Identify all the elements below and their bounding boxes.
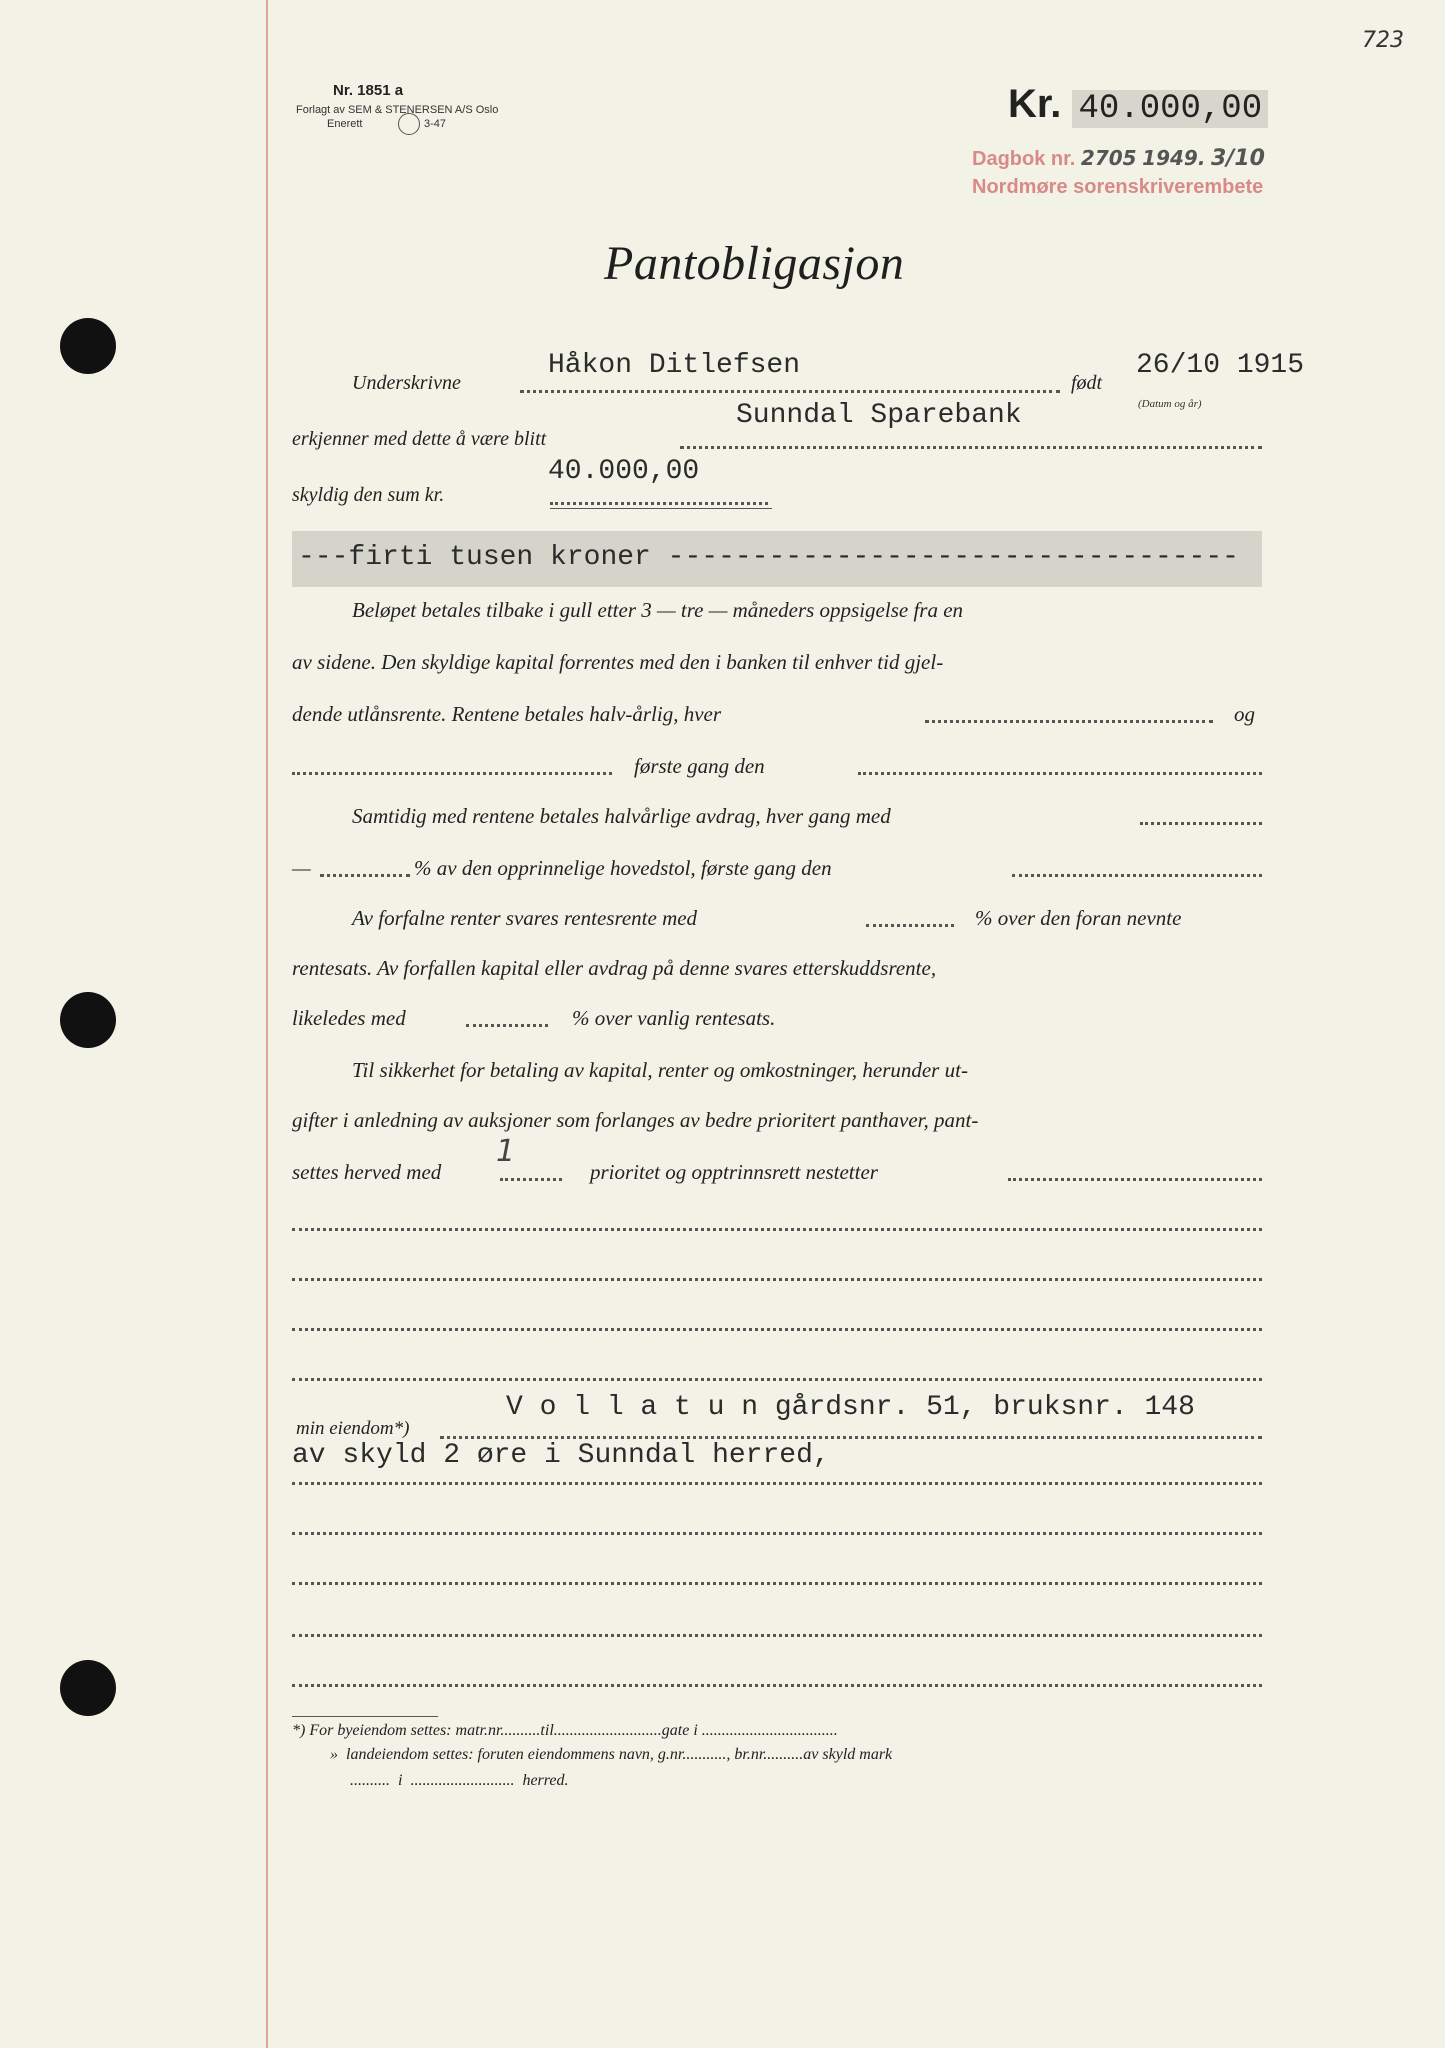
footnote-mark: » xyxy=(330,1746,338,1763)
property-line-2: av skyld 2 øre i Sunndal herred, xyxy=(292,1440,830,1471)
creditor-name: Sunndal Sparebank xyxy=(736,400,1022,431)
page-number: 723 xyxy=(1362,28,1404,53)
footnote-dots: ......... xyxy=(504,1722,541,1739)
body-line-2: av sidene. Den skyldige kapital forrentes med den i banken til enhver tid gjel- xyxy=(292,650,944,674)
body-line-12b: prioritet og opptrinnsrett nestetter xyxy=(590,1160,878,1184)
body-line-7: Av forfalne renter svares rentesrente med xyxy=(352,906,698,930)
blank-line-2 xyxy=(292,1278,1262,1281)
property-dots-2 xyxy=(292,1482,1262,1485)
publisher-enerett: Enerett xyxy=(327,118,363,130)
blank-line-5 xyxy=(292,1532,1262,1535)
publisher-logo-icon xyxy=(398,113,420,135)
installment-percent-dots xyxy=(320,874,410,877)
dagbok-year: 1949. xyxy=(1142,146,1206,170)
installment-dots xyxy=(1140,822,1262,825)
document-title: Pantobligasjon xyxy=(604,237,905,290)
footnote-dots: ........................... xyxy=(553,1722,662,1739)
footnote-byeiendom: *) For byeiendom settes: matr.nr. xyxy=(292,1722,505,1739)
body-line-1: Beløpet betales tilbake i gull etter 3 — tre — måneders oppsigelse fra en xyxy=(352,598,964,622)
footnote-til: til xyxy=(540,1722,554,1739)
amount-header xyxy=(1008,82,1268,128)
priority-handwritten: 1 xyxy=(496,1134,516,1169)
body-line-3-og: og xyxy=(1234,702,1255,726)
form-number: Nr. 1851 a xyxy=(333,82,404,99)
compound-interest-dots xyxy=(866,924,954,927)
blank-line-6 xyxy=(292,1582,1262,1585)
kr-label: Kr. xyxy=(1008,82,1062,126)
creditor-label: erkjenner med dette å være blitt xyxy=(292,428,547,450)
footnote-herred: herred. xyxy=(522,1772,569,1789)
underskrivne-dots xyxy=(520,390,1060,393)
body-line-4: første gang den xyxy=(634,754,765,778)
body-line-3: dende utlånsrente. Rentene betales halv-årlig, hver xyxy=(292,702,722,726)
footnote-rule xyxy=(292,1716,438,1717)
body-line-9: likeledes med xyxy=(292,1006,406,1030)
interest-dates-dots xyxy=(925,720,1213,723)
footnote-dots: .......................... xyxy=(402,1772,523,1789)
footnote-dots: .........., xyxy=(686,1746,735,1763)
birth-date: 26/10 1915 xyxy=(1136,350,1305,381)
body-line-6-dash: — xyxy=(292,856,311,880)
underskrivne-label: Underskrivne xyxy=(352,372,461,394)
footnote-gate: gate i xyxy=(661,1722,698,1739)
sum-label: skyldig den sum kr. xyxy=(292,484,445,506)
body-line-6: % av den opprinnelige hovedstol, første gang den xyxy=(414,856,832,880)
publisher-line: Forlagt av SEM & STENERSEN A/S Oslo xyxy=(296,104,499,116)
footnote-line-2 xyxy=(330,1746,892,1764)
debtor-name: Håkon Ditlefsen xyxy=(548,350,801,381)
footnote-landeiendom: landeiendom settes: foruten eiendommens navn, g.nr. xyxy=(346,1746,687,1763)
property-label: min eiendom*) xyxy=(296,1418,410,1439)
footnote-dots: ......... xyxy=(767,1746,804,1763)
priority-tail-dots xyxy=(1008,1178,1262,1181)
sum-value: 40.000,00 xyxy=(548,456,700,487)
body-line-8: rentesats. Av forfallen kapital eller avdrag på denne svares etterskuddsrente, xyxy=(292,956,937,980)
blank-line-1 xyxy=(292,1228,1262,1231)
installment-first-dots xyxy=(1012,874,1262,877)
property-line-1: V o l l a t u n gårdsnr. 51, bruksnr. 148 xyxy=(506,1392,1195,1423)
interest-first-dots-left xyxy=(292,772,612,775)
amount-in-words: ---firti tusen kroner ---------------------------------- xyxy=(298,542,1239,573)
amount-header-value: 40.000,00 xyxy=(1072,90,1268,128)
blank-line-8 xyxy=(292,1684,1262,1687)
body-line-7b: % over den foran nevnte xyxy=(975,906,1182,930)
priority-dots xyxy=(500,1178,562,1181)
footnote-line-1 xyxy=(292,1722,838,1740)
dagbok-handwritten-date: 3/10 xyxy=(1210,146,1265,171)
blank-line-7 xyxy=(292,1634,1262,1637)
body-line-11: gifter i anledning av auksjoner som forlanges av bedre prioritert panthaver, pant- xyxy=(292,1108,979,1132)
punch-hole-bottom xyxy=(60,1660,116,1716)
property-dots-1 xyxy=(440,1436,1262,1439)
footnote-dots: .................................. xyxy=(697,1722,838,1739)
body-line-10: Til sikkerhet for betaling av kapital, renter og omkostninger, herunder ut- xyxy=(352,1058,968,1082)
publisher-date: 3-47 xyxy=(424,118,447,130)
sum-underline xyxy=(550,508,772,509)
datum-hint: (Datum og år) xyxy=(1138,398,1202,410)
dagbok-label: Dagbok nr. xyxy=(972,148,1076,170)
margin-line xyxy=(266,0,268,2048)
body-line-9b: % over vanlig rentesats. xyxy=(572,1006,776,1030)
footnote-i: i xyxy=(398,1772,403,1789)
creditor-dots xyxy=(680,446,1262,449)
footnote-skyld: av skyld mark xyxy=(803,1746,893,1763)
punch-hole-top xyxy=(60,318,116,374)
office-stamp: Nordmøre sorenskriverembete xyxy=(972,176,1264,198)
interest-first-dots-right xyxy=(858,772,1262,775)
footnote-brnr: br.nr. xyxy=(734,1746,768,1763)
dagbok-number: 2705 xyxy=(1080,146,1137,170)
footnote-line-3 xyxy=(350,1772,569,1790)
footnote-dots: .......... xyxy=(350,1772,398,1789)
sum-dots xyxy=(550,502,768,505)
punch-hole-middle xyxy=(60,992,116,1048)
blank-line-4 xyxy=(292,1378,1262,1381)
blank-line-3 xyxy=(292,1328,1262,1331)
fodt-label: født xyxy=(1071,372,1103,394)
dagbok-stamp xyxy=(972,146,1265,171)
body-line-5: Samtidig med rentene betales halvårlige avdrag, hver gang med xyxy=(352,804,891,828)
body-line-12: settes herved med xyxy=(292,1160,442,1184)
late-interest-dots xyxy=(466,1024,548,1027)
